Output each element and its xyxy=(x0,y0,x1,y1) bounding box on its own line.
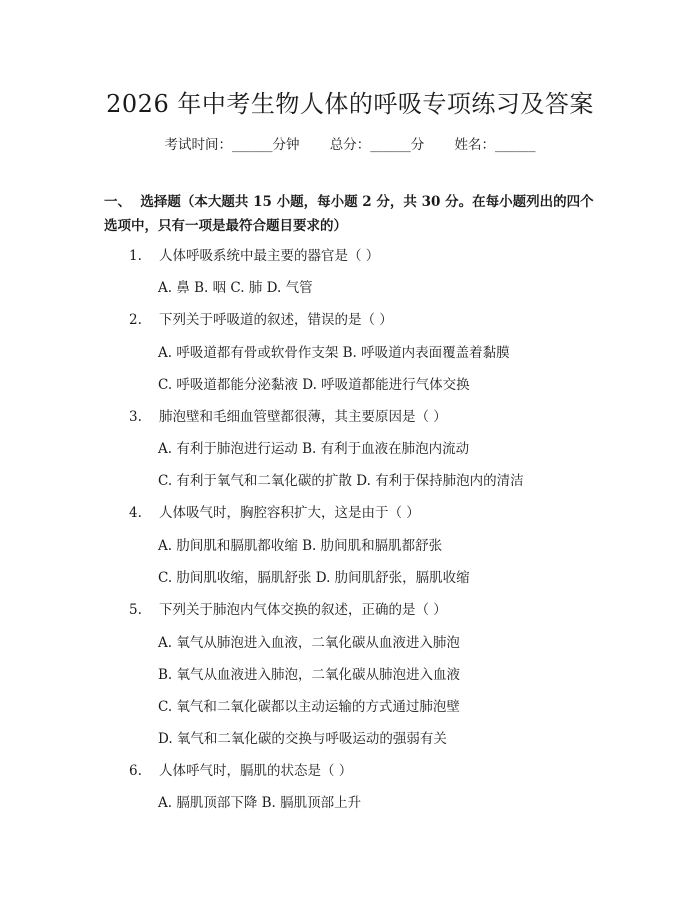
question-1-options-1: A. 鼻 B. 咽 C. 肺 D. 气管 xyxy=(158,280,313,296)
question-1 xyxy=(129,244,379,264)
question-6 xyxy=(129,759,352,779)
section-text: 选择题（本大题共 15 小题，每小题 2 分，共 30 分。在每小题列出的四个选项中，只有一项是最符合题目要求的） xyxy=(104,194,594,234)
question-6-options-1: A. 膈肌顶部下降 B. 膈肌顶部上升 xyxy=(158,795,362,811)
question-5-options-3: C. 氧气和二氧化碳都以主动运输的方式通过肺泡壁 xyxy=(158,699,460,715)
question-3 xyxy=(129,405,447,425)
question-stem: 肺泡壁和毛细血管壁都很薄，其主要原因是（ ） xyxy=(159,409,447,425)
question-2 xyxy=(129,308,393,328)
question-stem: 人体呼气时，膈肌的状态是（ ） xyxy=(159,763,353,779)
student-name: 姓名：______ xyxy=(454,137,536,153)
total-score: 总分：______分 xyxy=(329,137,425,153)
section-number: 一、 xyxy=(104,194,131,210)
question-2-options-1: A. 呼吸道都有骨或软骨作支架 B. 呼吸道内表面覆盖着黏膜 xyxy=(158,345,510,361)
question-2-options-2: C. 呼吸道都能分泌黏液 D. 呼吸道都能进行气体交换 xyxy=(158,377,470,393)
exam-meta xyxy=(0,133,700,153)
section-heading xyxy=(104,190,604,238)
question-5-options-1: A. 氧气从肺泡进入血液，二氧化碳从血液进入肺泡 xyxy=(158,635,460,651)
question-stem: 下列关于呼吸道的叙述，错误的是（ ） xyxy=(159,312,393,328)
question-number: 5. xyxy=(129,602,142,618)
question-number: 4. xyxy=(129,505,142,521)
question-stem: 人体呼吸系统中最主要的器官是（ ） xyxy=(159,248,380,264)
question-3-options-2: C. 有利于氧气和二氧化碳的扩散 D. 有利于保持肺泡内的清洁 xyxy=(158,473,524,489)
question-5-options-4: D. 氧气和二氧化碳的交换与呼吸运动的强弱有关 xyxy=(158,731,447,747)
question-stem: 人体吸气时，胸腔容积扩大，这是由于（ ） xyxy=(159,505,420,521)
question-number: 2. xyxy=(129,312,142,328)
question-number: 3. xyxy=(129,409,142,425)
question-4 xyxy=(129,501,420,521)
question-number: 6. xyxy=(129,763,142,779)
page-title: 2026 年中考生物人体的呼吸专项练习及答案 xyxy=(106,90,594,118)
question-5-options-2: B. 氧气从血液进入肺泡，二氧化碳从肺泡进入血液 xyxy=(158,667,461,683)
question-stem: 下列关于肺泡内气体交换的叙述，正确的是（ ） xyxy=(159,602,447,618)
question-4-options-1: A. 肋间肌和膈肌都收缩 B. 肋间肌和膈肌都舒张 xyxy=(158,538,443,554)
exam-time: 考试时间：______分钟 xyxy=(164,137,300,153)
question-3-options-1: A. 有利于肺泡进行运动 B. 有利于血液在肺泡内流动 xyxy=(158,441,470,457)
question-number: 1. xyxy=(129,248,142,264)
question-4-options-2: C. 肋间肌收缩，膈肌舒张 D. 肋间肌舒张，膈肌收缩 xyxy=(158,570,470,586)
question-5 xyxy=(129,598,447,618)
